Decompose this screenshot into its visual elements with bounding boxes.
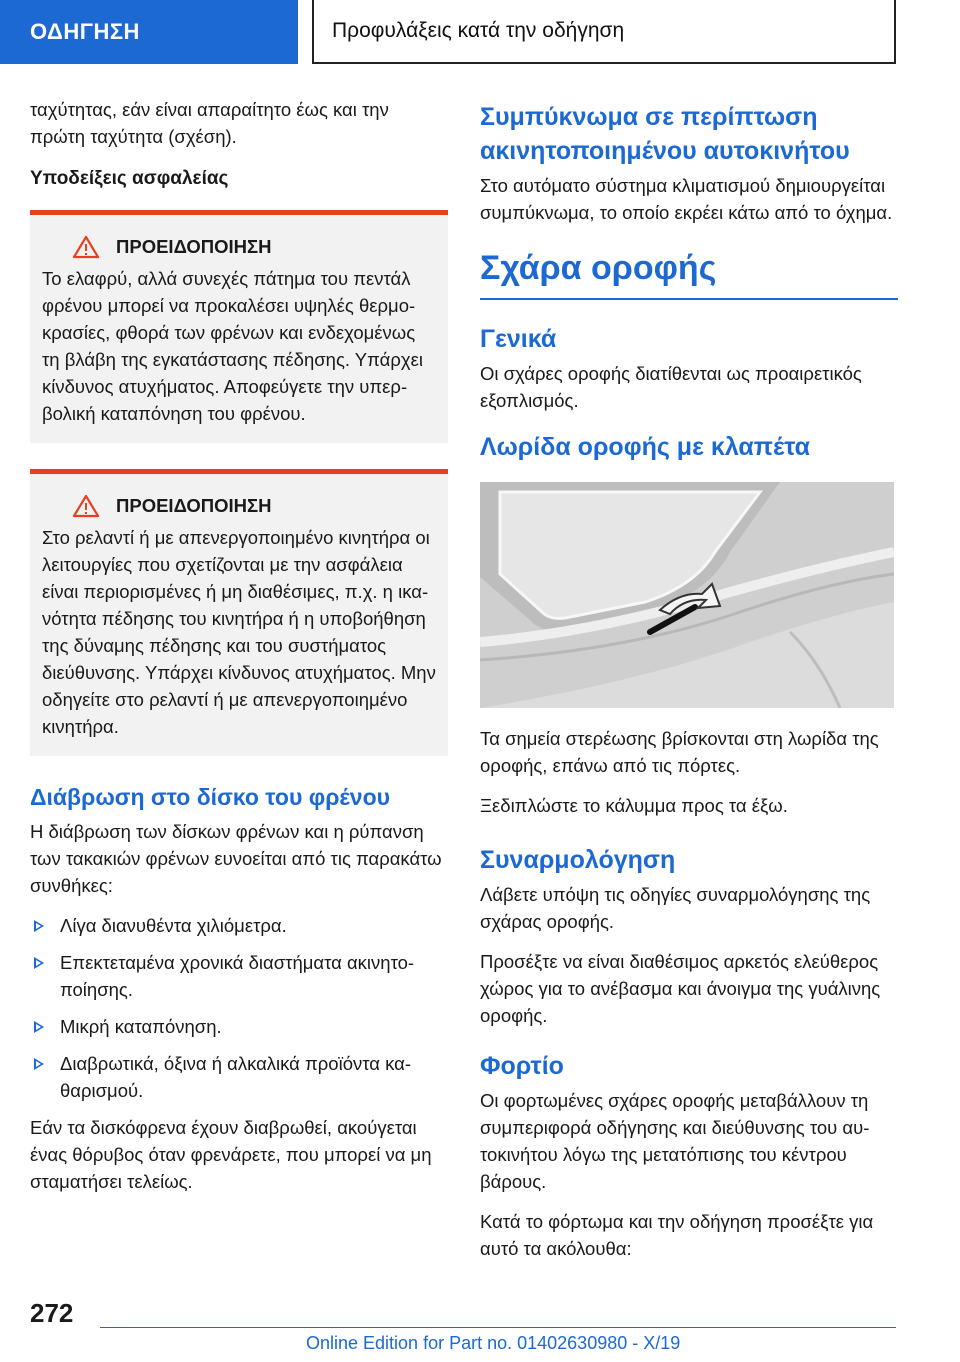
page-number: 272 [30, 1298, 74, 1328]
footer-edition: Online Edition for Part no. 01402630980 - X/19 [306, 1333, 681, 1353]
strip-text-1: Τα σημεία στερέωσης βρίσκονται στη λωρίδα της οροφής, επάνω από τις πόρτες. [480, 728, 879, 776]
load-text-2: Κατά το φόρτωμα και την οδήγηση προσέξτε για αυτό τα ακόλουθα: [480, 1211, 874, 1259]
header-section-label: ΟΔΗΓΗΣΗ [30, 19, 140, 44]
warning-title-2 [42, 494, 436, 518]
roof-strip-heading: Λωρίδα οροφής με κλαπέτα [480, 433, 811, 461]
bullet-triangle-icon [34, 957, 44, 969]
list-item: Λίγα διανυθέντα χιλιόμετρα. [30, 912, 448, 939]
roof-rack-heading: Σχάρα οροφής [480, 246, 898, 300]
warning-text-2: Στο ρελαντί ή με απενεργοποιημένο κινητήρα οι λειτουργίες που σχετίζονται με την ασφάλεια είναι περιορισμένες ή μη διαθέσιμες, π.χ. η ικανότητα πέδησης του κινητήρα ή η υποβοήθηση της δύναμης πέδησης και του συστήματος διεύθυνσης. Υπάρχει κίνδυνος ατυχήματος. Μην οδηγείτε στο ρελαντί ή με απενεργοποιημένο κινητήρα. [42, 527, 436, 737]
strip-text-2: Ξεδιπλώστε το κάλυμμα προς τα έξω. [480, 795, 788, 816]
header-title: Προφυλάξεις κατά την οδήγηση [332, 19, 625, 42]
right-column [480, 100, 898, 1275]
corrosion-outro: Εάν τα δισκόφρενα έχουν διαβρωθεί, ακούγεται ένας θόρυβος όταν φρενάρετε, που μπορεί να μη σταματήσει τελείως. [30, 1117, 432, 1192]
list-item: Διαβρωτικά, όξινα ή αλκαλικά προϊόντα καθαρισμού. [30, 1050, 448, 1104]
condensate-heading: Συμπύκνωμα σε περίπτωση ακινητοποιημένου αυτοκινήτου [480, 103, 850, 165]
warning-icon [72, 235, 100, 259]
list-item: Μικρή καταπόνηση. [30, 1013, 448, 1040]
roof-strip-photo [480, 482, 894, 708]
general-text: Οι σχάρες οροφής διατίθενται ως προαιρετικός εξοπλισμός. [480, 363, 862, 411]
warning-title-1 [42, 235, 436, 259]
corrosion-intro: Η διάβρωση των δίσκων φρένων και η ρύπανση των τακακιών φρένων ευνοείται από τις παρακάτω συνθήκες: [30, 821, 442, 896]
list-item: Επεκτεταμένα χρονικά διαστήματα ακινητοποίησης. [30, 949, 448, 1003]
warning-title-1-text: ΠΡΟΕΙΔΟΠΟΙΗΣΗ [116, 236, 272, 257]
footer-divider [100, 1327, 896, 1328]
load-heading: Φορτίο [480, 1052, 564, 1080]
header-section [0, 0, 298, 64]
intro-text: ταχύτητας, εάν είναι απαραίτητο έως και την πρώτη ταχύτητα (σχέση). [30, 99, 389, 147]
left-column [30, 96, 448, 1208]
corrosion-list [30, 912, 448, 1104]
assembly-text-1: Λάβετε υπόψη τις οδηγίες συναρμολόγησης της σχάρας οροφής. [480, 884, 871, 932]
warning-box-1 [30, 210, 448, 443]
general-heading: Γενικά [480, 325, 557, 353]
bullet-triangle-icon [34, 1021, 44, 1033]
safety-heading: Υποδείξεις ασφαλείας [30, 168, 229, 189]
bullet-triangle-icon [34, 1058, 44, 1070]
assembly-heading: Συναρμολόγηση [480, 846, 676, 874]
load-text-1: Οι φορτωμένες σχάρες οροφής μεταβάλλουν τη συμπεριφορά οδήγησης και διεύθυνσης του αυτοκινήτου λόγω της μετατόπισης του κέντρου βάρους. [480, 1090, 870, 1192]
warning-box-2 [30, 469, 448, 756]
warning-title-2-text: ΠΡΟΕΙΔΟΠΟΙΗΣΗ [116, 495, 272, 516]
header-title-box [312, 0, 896, 64]
corrosion-heading: Διάβρωση στο δίσκο του φρένου [30, 784, 391, 810]
condensate-text: Στο αυτόματο σύστημα κλιματισμού δημιουργείται συμπύκνωμα, το οποίο εκρέει κάτω από το όχημα. [480, 175, 893, 223]
assembly-text-2: Προσέξτε να είναι διαθέσιμος αρκετός ελεύθερος χώρος για το ανέβασμα και άνοιγμα της γυάλινης οροφής. [480, 951, 881, 1026]
warning-icon [72, 494, 100, 518]
warning-text-1: Το ελαφρύ, αλλά συνεχές πάτημα του πεντάλ φρένου μπορεί να προκαλέσει υψηλές θερμοκρασίες, φθορά των φρένων και ενδεχομένως τη βλάβη της εγκατάστασης πέδησης. Υπάρχει κίνδυνος ατυχήματος. Αποφεύγετε την υπερβολική καταπόνηση του φρένου. [42, 268, 423, 424]
bullet-triangle-icon [34, 920, 44, 932]
